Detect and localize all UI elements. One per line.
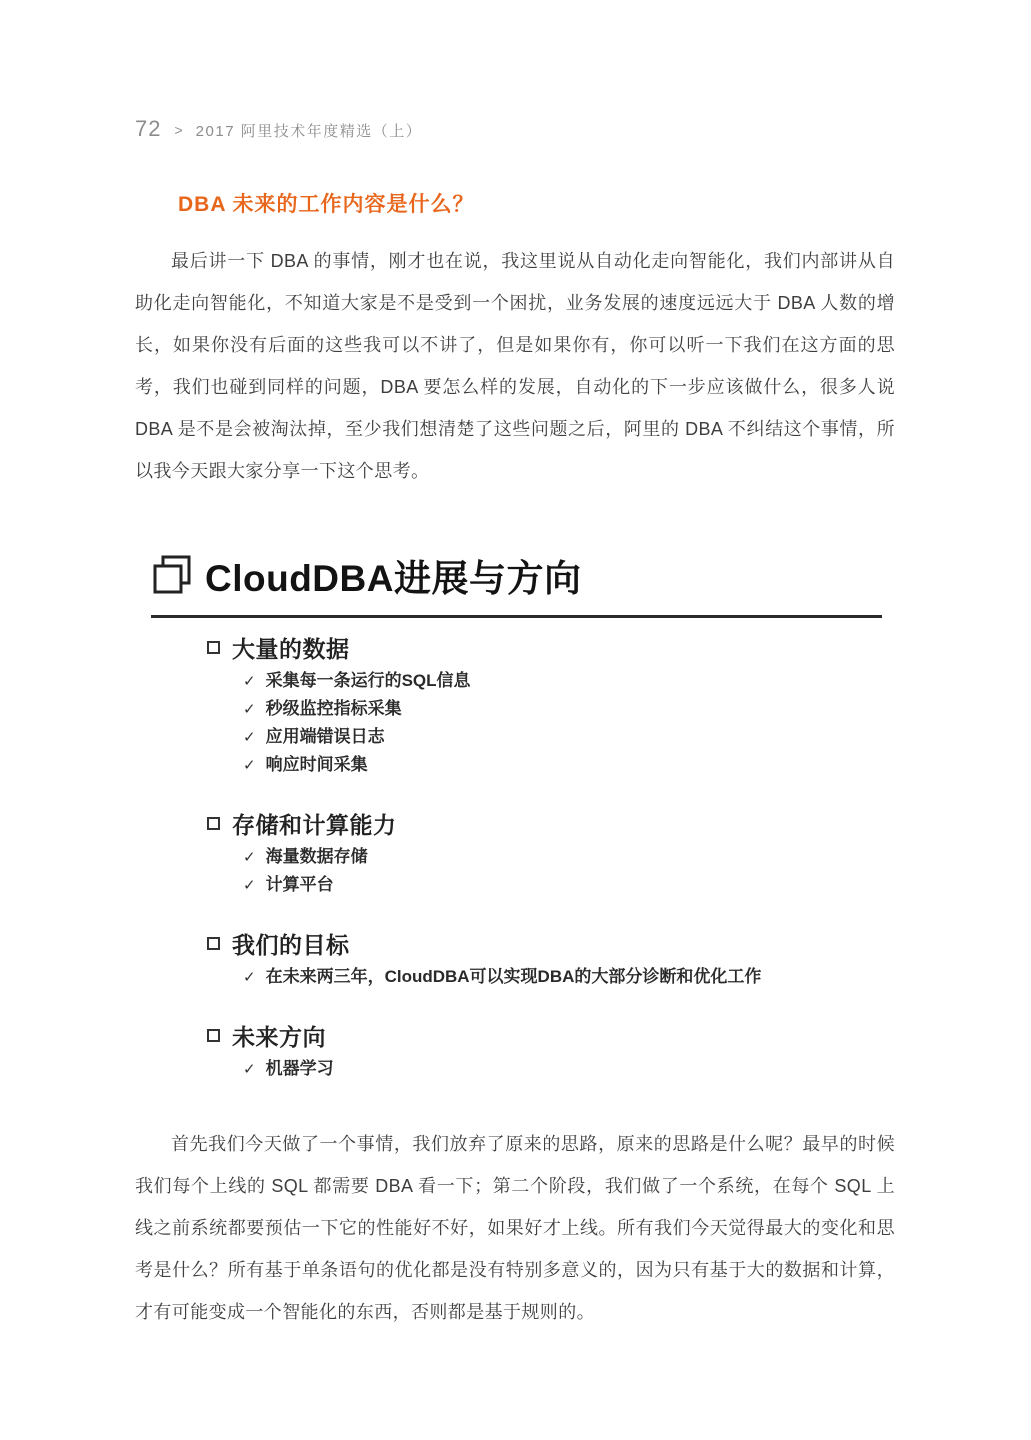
paragraph-1: 最后讲一下 DBA 的事情，刚才也在说，我这里说从自动化走向智能化，我们内部讲从自助化走向智能化，不知道大家是不是受到一个困扰，业务发展的速度远远大于 DBA 人数的增长，如果你没有后面的这些我可以不讲了，但是如果你有，你可以听一下我们在这方面的思考，我们也碰到同样的问题，DBA 要怎么样的发展，自动化的下一步应该做什么，很多人说 DBA 是不是会被淘汰掉，至少我们想清楚了这些问题之后，阿里的 DBA 不纠结这个事情，所以我今天跟大家分享一下这个思考。 [135, 251, 895, 481]
list-item [243, 723, 895, 751]
check-icon: ✓ [243, 673, 256, 690]
list-item [243, 667, 895, 695]
list-item-text: 响应时间采集 [265, 755, 368, 774]
slide-title-row [151, 548, 895, 602]
list-item [243, 751, 895, 779]
check-list [243, 1055, 895, 1083]
list-item-text: 在未来两三年，CloudDBA可以实现DBA的大部分诊断和优化工作 [265, 967, 762, 986]
group-heading: 未来方向 [232, 1023, 326, 1050]
list-item [243, 1055, 895, 1083]
check-icon: ✓ [243, 729, 256, 746]
slide-group-goal [151, 929, 895, 991]
square-bullet-icon [207, 817, 220, 830]
group-heading: 我们的目标 [232, 931, 350, 958]
square-bullet-icon [207, 937, 220, 950]
check-icon: ✓ [243, 1061, 256, 1078]
page-header [135, 116, 895, 142]
list-item-text: 海量数据存储 [265, 847, 368, 866]
list-item-text: 应用端错误日志 [265, 727, 385, 746]
check-list [243, 667, 895, 779]
check-list [243, 843, 895, 899]
list-item [243, 843, 895, 871]
check-list [243, 963, 895, 991]
group-heading: 存储和计算能力 [232, 811, 397, 838]
book-title: 2017 阿里技术年度精选（上） [195, 123, 423, 140]
square-bullet-icon [207, 641, 220, 654]
list-item-text: 采集每一条运行的SQL信息 [265, 671, 471, 690]
check-icon: ✓ [243, 757, 256, 774]
list-item-text: 机器学习 [265, 1059, 334, 1078]
list-item-text: 秒级监控指标采集 [265, 699, 402, 718]
slides-icon [151, 553, 193, 597]
square-bullet-icon [207, 1029, 220, 1042]
list-item [243, 871, 895, 899]
slide-divider [151, 615, 882, 618]
check-icon: ✓ [243, 877, 256, 894]
page-number: 72 [135, 116, 162, 141]
check-icon: ✓ [243, 969, 256, 986]
paragraph-2: 首先我们今天做了一个事情，我们放弃了原来的思路，原来的思路是什么呢？最早的时候我们每个上线的 SQL 都需要 DBA 看一下；第二个阶段，我们做了一个系统，在每个 SQL 上线之前系统都要预估一下它的性能好不好，如果好才上线。所有我们今天觉得最大的变化和思考是什么？所有基于单条语句的优化都是没有特别多意义的，因为只有基于大的数据和计算，才有可能变成一个智能化的东西，否则都是基于规则的。 [135, 1134, 895, 1322]
slide-group-future [151, 1021, 895, 1083]
section-heading: DBA 未来的工作内容是什么？ [178, 193, 475, 216]
slide-figure [151, 548, 895, 1083]
check-icon: ✓ [243, 701, 256, 718]
chevron-separator-icon: > [174, 122, 183, 138]
list-item [243, 963, 895, 991]
list-item [243, 695, 895, 723]
list-item-text: 计算平台 [265, 875, 334, 894]
group-heading: 大量的数据 [232, 635, 350, 662]
slide-group-storage-compute [151, 809, 895, 899]
check-icon: ✓ [243, 849, 256, 866]
slide-title: CloudDBA进展与方向 [205, 558, 582, 599]
slide-group-data [151, 633, 895, 779]
